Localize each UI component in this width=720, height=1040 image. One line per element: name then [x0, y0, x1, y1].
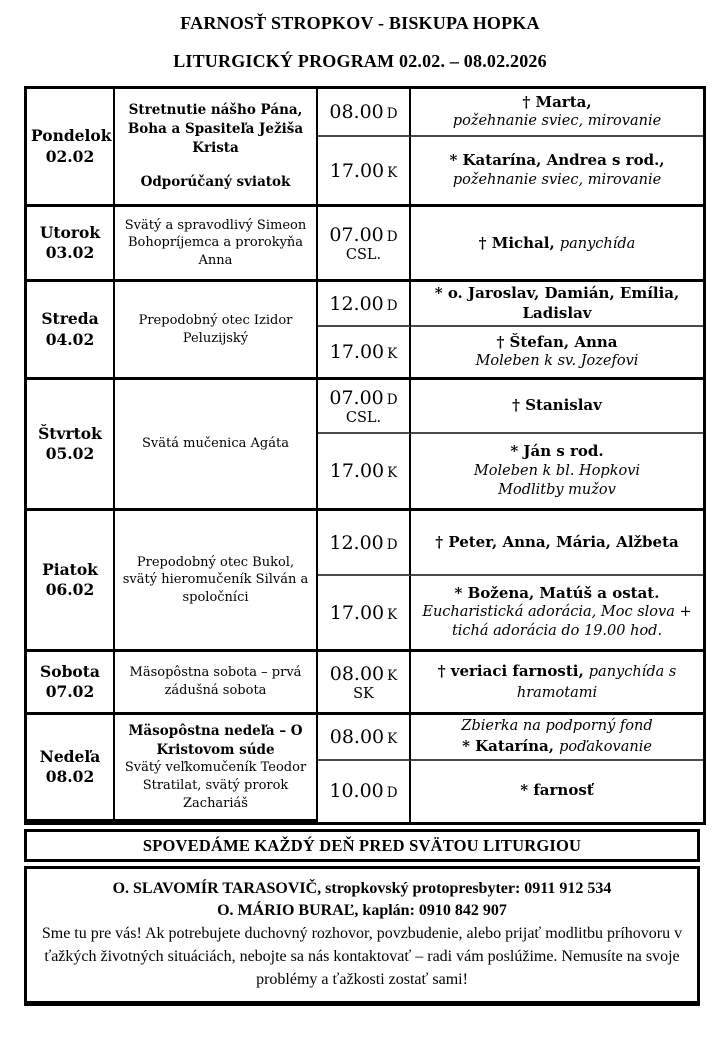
intention-bold: † Stanislav	[512, 396, 602, 415]
time-value: 07.00	[329, 386, 384, 409]
intention-cell	[411, 652, 703, 715]
day-name: Štvrtok	[38, 423, 102, 443]
feast-note: Odporúčaný sviatok	[140, 173, 291, 190]
intention-bold: * Božena, Matúš a ostat.	[454, 583, 660, 602]
time-value: 10.00	[329, 780, 384, 803]
intention-bold: * farnosť	[520, 781, 594, 800]
time-cell	[318, 207, 411, 282]
intention-bold: † Štefan, Anna	[496, 332, 618, 351]
intention-italic: poďakovanie	[559, 738, 652, 755]
day-date: 04.02	[45, 329, 95, 349]
day-name: Nedeľa	[39, 746, 101, 766]
intention-italic-2: Modlitby mužov	[498, 481, 616, 498]
intention-cell	[411, 89, 703, 137]
day-cell	[27, 282, 115, 380]
feast-text: Prepodobný otec Bukol, svätý hieromučeník Silván a spoločníci	[122, 554, 309, 605]
time-cell	[318, 652, 411, 715]
day-cell	[27, 511, 115, 652]
day-cell	[27, 652, 115, 715]
church-code: K	[387, 164, 398, 181]
feast-text: Prepodobný otec Izidor Peluzijský	[138, 312, 293, 346]
intention-bold: † Michal,	[478, 233, 555, 252]
church-code: D	[386, 536, 398, 553]
time-value: 17.00	[329, 601, 385, 624]
intention-italic: panychída s hramotami	[516, 664, 677, 701]
time-value: 12.00	[329, 531, 384, 554]
intention-italic: Moleben k sv. Jozefovi	[475, 353, 639, 370]
time-cell	[318, 511, 411, 576]
day-name: Piatok	[42, 559, 98, 579]
intention-cell	[411, 282, 703, 327]
day-date: 07.02	[45, 682, 95, 701]
time-cell	[318, 715, 411, 761]
feast-text-bold: Mäsopôstna nedeľa – O Kristovom súde	[128, 722, 303, 758]
intention-cell	[411, 137, 703, 207]
priest-line-1: O. SLAVOMÍR TARASOVIČ, stropkovský protopresbyter: 0911 912 534	[112, 879, 612, 897]
feast-cell	[115, 282, 318, 380]
confession-banner: SPOVEDÁME KAŽDÝ DEŇ PRED SVÄTOU LITURGIOU	[24, 829, 700, 862]
feast-text: Svätá mučenica Agáta	[142, 436, 289, 452]
feast-text: Mäsopôstna sobota – prvá zádušná sobota	[129, 665, 302, 698]
day-name: Utorok	[39, 222, 101, 242]
day-date: 03.02	[45, 243, 95, 262]
feast-cell	[115, 652, 318, 715]
time-value: 08.00	[329, 662, 385, 685]
day-date: 06.02	[45, 580, 95, 599]
time-cell	[318, 761, 411, 822]
day-name: Streda	[41, 309, 99, 329]
intention-italic: požehnanie sviec, mirovanie	[452, 171, 662, 188]
church-code: D	[386, 785, 398, 802]
church-code: D	[386, 297, 398, 314]
day-name: Pondelok	[31, 126, 112, 146]
intention-bold: † veriaci farnosti,	[437, 662, 584, 681]
feast-text: Svätý veľkomučeník Teodor Stratilat, svätý prorok Zachariáš	[124, 760, 307, 811]
intention-italic: Moleben k bl. Hopkovi	[473, 462, 641, 479]
church-code: K	[387, 606, 398, 623]
time-value: 08.00	[329, 725, 385, 748]
intention-cell	[411, 576, 703, 652]
time-value: 17.00	[329, 460, 385, 482]
church-code: K	[387, 346, 398, 362]
intention-cell	[411, 327, 703, 380]
church-code: K	[387, 667, 398, 684]
intention-cell	[411, 761, 703, 822]
day-cell	[27, 380, 115, 511]
day-cell	[27, 89, 115, 207]
day-date: 08.02	[45, 766, 95, 786]
contact-box	[24, 866, 700, 1006]
feast-text: Svätý a spravodlivý Simeon Bohopríjemca a prorokyňa Anna	[124, 217, 307, 268]
time-value: 07.00	[329, 223, 384, 246]
church-code: K	[387, 730, 398, 747]
parish-title: FARNOSŤ STROPKOV - BISKUPA HOPKA	[180, 13, 540, 33]
time-cell	[318, 282, 411, 327]
time-cell	[318, 327, 411, 380]
intention-bold: † Peter, Anna, Mária, Alžbeta	[435, 532, 679, 551]
church-code: D	[386, 228, 398, 245]
intention-cell	[411, 207, 703, 282]
feast-cell	[115, 380, 318, 511]
intention-cell	[411, 434, 703, 511]
day-date: 05.02	[45, 444, 95, 463]
day-cell	[27, 207, 115, 282]
intention-italic: panychída	[559, 235, 636, 252]
time-cell	[318, 89, 411, 137]
time-value: 17.00	[329, 159, 385, 182]
feast-text: Stretnutie nášho Pána, Boha a Spasiteľa Ježiša Krista	[127, 102, 304, 156]
time-note: CSL.	[345, 409, 382, 426]
feast-cell	[115, 207, 318, 282]
time-value: 12.00	[329, 292, 384, 315]
intention-italic-top: Zbierka na podporný fond	[461, 718, 653, 734]
pastoral-message: Sme tu pre vás! Ak potrebujete duchovný rozhovor, povzbudenie, alebo prijať modlitbu príhovoru v ťažkých životných situáciách, nebojte sa nás kontaktovať – radi vám poslúžime. Nemusíte na svoje problémy a ťažkosti zostať sami!	[41, 925, 683, 988]
intention-bold: * o. Jaroslav, Damián, Emília, Ladislav	[434, 284, 680, 322]
time-value: 08.00	[329, 101, 384, 123]
day-name: Sobota	[40, 661, 100, 681]
intention-bold: * Ján s rod.	[510, 442, 604, 461]
intention-cell	[411, 380, 703, 434]
time-cell	[318, 380, 411, 434]
intention-italic: Eucharistická adorácia, Moc slova + tichá adorácia do 19.00 hod.	[422, 604, 692, 640]
program-subtitle: LITURGICKÝ PROGRAM 02.02. – 08.02.2026	[173, 51, 547, 71]
intention-bold: * Katarína,	[462, 736, 554, 755]
priest-line-2: O. MÁRIO BURAĽ, kaplán: 0910 842 907	[217, 902, 507, 920]
church-code: D	[386, 106, 398, 122]
church-code: K	[387, 465, 398, 481]
feast-cell	[115, 89, 318, 207]
intention-bold: † Marta,	[522, 92, 592, 111]
feast-cell	[115, 715, 318, 822]
feast-cell	[115, 511, 318, 652]
church-code: D	[386, 391, 398, 408]
intention-bold: * Katarína, Andrea s rod.,	[449, 151, 665, 170]
day-cell	[27, 715, 115, 822]
intention-italic: požehnanie sviec, mirovanie	[452, 113, 662, 130]
time-note: SK	[353, 685, 374, 702]
intention-cell	[411, 715, 703, 761]
time-note: CSL.	[345, 246, 382, 263]
time-value: 17.00	[329, 341, 385, 363]
day-date: 02.02	[45, 146, 95, 166]
liturgy-table	[24, 86, 706, 825]
time-cell	[318, 434, 411, 511]
intention-cell	[411, 511, 703, 576]
time-cell	[318, 137, 411, 207]
time-cell	[318, 576, 411, 652]
